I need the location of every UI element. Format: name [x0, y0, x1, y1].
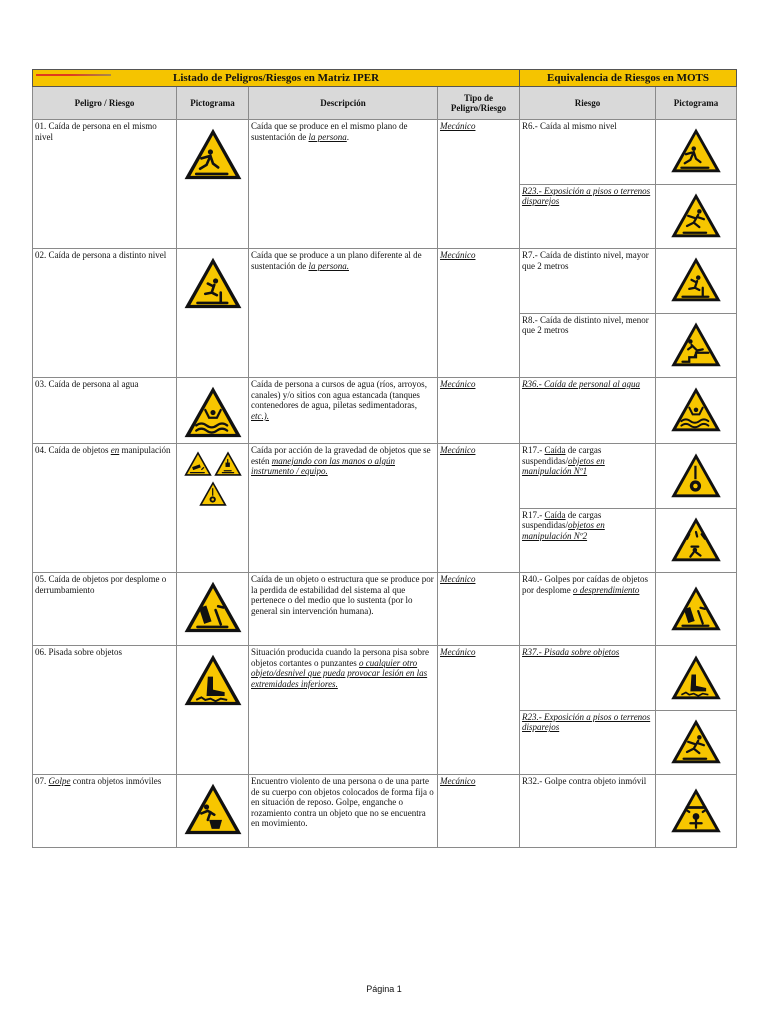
hazard-table [32, 69, 737, 848]
tipo-cell [438, 120, 520, 249]
peligro-cell [33, 775, 177, 848]
riesgo-pictograma-cell [656, 508, 737, 573]
peligro-cell [33, 646, 177, 775]
table-row [33, 444, 737, 509]
pictograma-cell [177, 378, 249, 444]
text-span: R40.- Golpes por caídas de objetos por desplome [522, 574, 649, 595]
riesgo-pictograma-cell [656, 249, 737, 314]
descripcion-cell [249, 249, 438, 378]
text-span: Caída de un objeto o estructura que se produce por la perdida de estabilidad del sistema al que pertenece o del medio que lo sustenta (por lo general sin intervención humana). [251, 574, 434, 616]
text-span: 01. Caída de persona en el mismo nivel [35, 121, 157, 142]
title-accent [36, 74, 111, 76]
falling-object-hand-icon [183, 450, 213, 477]
descripcion-cell [249, 646, 438, 775]
header-tipo: Tipo de Peligro/Riesgo [438, 87, 520, 120]
slip-fall-icon [669, 126, 723, 175]
text-span: o cualquier otro objeto/desnivel que pueda provocar lesión en las extremidades inferiores. [251, 657, 428, 689]
riesgo-pictograma-cell [656, 775, 737, 848]
text-span: Caída que se produce a un plano diferente al de sustentación de [251, 250, 422, 271]
text-span: . [346, 131, 349, 142]
text-span: Caída por acción de la gravedad de objetos que se estén [251, 445, 431, 466]
text-span: etc.). [251, 410, 269, 421]
header-peligro: Peligro / Riesgo [33, 87, 177, 120]
tipo-cell [438, 378, 520, 444]
riesgo-cell [520, 444, 656, 509]
tipo-cell [438, 573, 520, 646]
peligro-cell [33, 120, 177, 249]
text-span: 03. Caída de persona al agua [35, 379, 139, 389]
falling-load-icon [213, 450, 243, 477]
text-span: Mecánico [440, 776, 476, 787]
riesgo-pictograma-cell [656, 120, 737, 185]
text-span: Caída de persona a cursos de agua (ríos, arroyos, canales) y/o sitios con agua estancada (tanques contenedores de agua, piletas sedimentadoras, [251, 379, 427, 410]
header-descripcion: Descripción [249, 87, 438, 120]
slip-fall-icon [182, 126, 244, 182]
text-span: Mecánico [440, 445, 476, 456]
text-span: Caída que se produce en el mismo plano de sustentación de [251, 121, 408, 142]
hazard-table-sheet [32, 69, 736, 848]
drowning-icon [669, 385, 723, 434]
riesgo-cell [520, 775, 656, 848]
fall-from-height-icon [669, 255, 723, 304]
text-span: 02. Caída de persona a distinto nivel [35, 250, 167, 260]
peligro-cell [33, 444, 177, 573]
descripcion-cell [249, 775, 438, 848]
text-span: objetos en manipulación Nº1 [522, 455, 605, 477]
table-row [33, 775, 737, 848]
title-right: Equivalencia de Riesgos en MOTS [520, 70, 737, 87]
text-span: de cargas suspendidas/ [522, 445, 602, 466]
tipo-cell [438, 444, 520, 573]
text-span: R17.- [522, 445, 545, 456]
riesgo-pictograma-cell [656, 646, 737, 711]
pictograma-cell [177, 120, 249, 249]
text-span: en [110, 445, 120, 456]
riesgo-cell [520, 508, 656, 573]
header-pictograma: Pictograma [177, 87, 249, 120]
text-span: Mecánico [440, 121, 476, 131]
peligro-cell [33, 249, 177, 378]
riesgo-cell [520, 646, 656, 711]
riesgo-cell [520, 710, 656, 775]
header-riesgo: Riesgo [520, 87, 656, 120]
header-pictograma-mots: Pictograma [656, 87, 737, 120]
text-span: Mecánico [440, 574, 476, 585]
fall-from-height-icon [182, 255, 244, 311]
riesgo-cell [520, 249, 656, 314]
tipo-cell [438, 646, 520, 775]
suspended-load-icon [198, 480, 228, 507]
text-span: Encuentro violento de una persona o de una parte de su cuerpo con objetos colocados de forma fija o en situación de reposo. Golpe, enganche o rozamiento contra un objeto que no se encuentra en movimiento. [251, 776, 434, 829]
text-span: R17.- [522, 509, 545, 520]
table-row [33, 646, 737, 711]
trip-hazard-icon [669, 191, 723, 240]
riesgo-cell [520, 378, 656, 444]
text-span: Mecánico [440, 379, 476, 389]
text-span: contra objetos inmóviles [70, 776, 162, 787]
pictograma-cell [177, 646, 249, 775]
suspended-load-icon [669, 451, 723, 500]
riesgo-cell [520, 313, 656, 378]
pictograma-cell [177, 444, 249, 573]
descripcion-cell [249, 444, 438, 573]
pictograma-cell [177, 775, 249, 848]
text-span: objetos en manipulación Nº2 [522, 520, 605, 541]
fall-down-stairs-icon [669, 320, 723, 369]
strike-against-icon [182, 781, 244, 837]
riesgo-pictograma-cell [656, 710, 737, 775]
text-span: 07. [35, 776, 49, 787]
descripcion-cell [249, 120, 438, 249]
trip-hazard-icon [669, 717, 723, 766]
collapse-icon [182, 579, 244, 635]
step-on-object-icon [182, 652, 244, 708]
step-on-object-icon [669, 653, 723, 702]
title-row [33, 70, 737, 87]
text-span: la persona. [308, 260, 349, 271]
text-span: Golpe [48, 776, 71, 787]
text-span: de cargas suspendidas/ [522, 509, 602, 531]
head-strike-icon [669, 786, 723, 835]
text-span: R36.- Caída de personal al agua [522, 379, 641, 389]
pictograma-cell [177, 249, 249, 378]
text-span: Caída [544, 509, 566, 520]
text-span: R23.- Exposición a pisos o terrenos disparejos [522, 185, 651, 206]
riesgo-pictograma-cell [656, 444, 737, 509]
tipo-cell [438, 775, 520, 848]
table-row [33, 249, 737, 314]
table-row [33, 573, 737, 646]
riesgo-cell [520, 184, 656, 249]
text-span: R6.- Caída al mismo nivel [522, 121, 617, 131]
text-span: manejando con las manos o algún instrumento / equipo. [251, 455, 395, 477]
text-span: R32.- Golpe contra objeto inmóvil [522, 776, 647, 787]
table-row [33, 378, 737, 444]
text-span: o desprendimiento [573, 584, 640, 595]
text-span: R37.- Pisada sobre objetos [522, 647, 620, 658]
text-span: Situación producida cuando la persona pisa sobre objetos cortantes o punzantes [251, 647, 429, 668]
riesgo-pictograma-cell [656, 313, 737, 378]
peligro-cell [33, 378, 177, 444]
riesgo-pictograma-cell [656, 378, 737, 444]
pictograma-cell [177, 573, 249, 646]
falling-objects-icon [669, 515, 723, 564]
riesgo-pictograma-cell [656, 573, 737, 646]
collapse-icon [669, 584, 723, 633]
descripcion-cell [249, 573, 438, 646]
text-span: R23.- Exposición a pisos o terrenos disparejos [522, 711, 651, 733]
text-span: R8.- Caída de distinto nivel, menor que 2 metros [522, 314, 649, 335]
text-span: R7.- Caída de distinto nivel, mayor que 2 metros [522, 250, 649, 271]
page-footer: Página 1 [366, 984, 402, 994]
text-span: Mecánico [440, 250, 476, 260]
text-span: 04. Caída de objetos [35, 445, 111, 456]
text-span: manipulación [119, 445, 171, 456]
text-span: la persona [308, 131, 347, 142]
tipo-cell [438, 249, 520, 378]
riesgo-cell [520, 120, 656, 185]
text-span: 05. Caída de objetos por desplome o derrumbamiento [35, 574, 167, 595]
table-row [33, 120, 737, 185]
title-left: Listado de Peligros/Riesgos en Matriz IPER [33, 70, 520, 87]
riesgo-cell [520, 573, 656, 646]
peligro-cell [33, 573, 177, 646]
text-span: 06. Pisada sobre objetos [35, 647, 122, 658]
text-span: Caída [544, 445, 566, 456]
header-row [33, 87, 737, 120]
drowning-icon [182, 384, 244, 440]
riesgo-pictograma-cell [656, 184, 737, 249]
text-span: Mecánico [440, 647, 476, 658]
descripcion-cell [249, 378, 438, 444]
